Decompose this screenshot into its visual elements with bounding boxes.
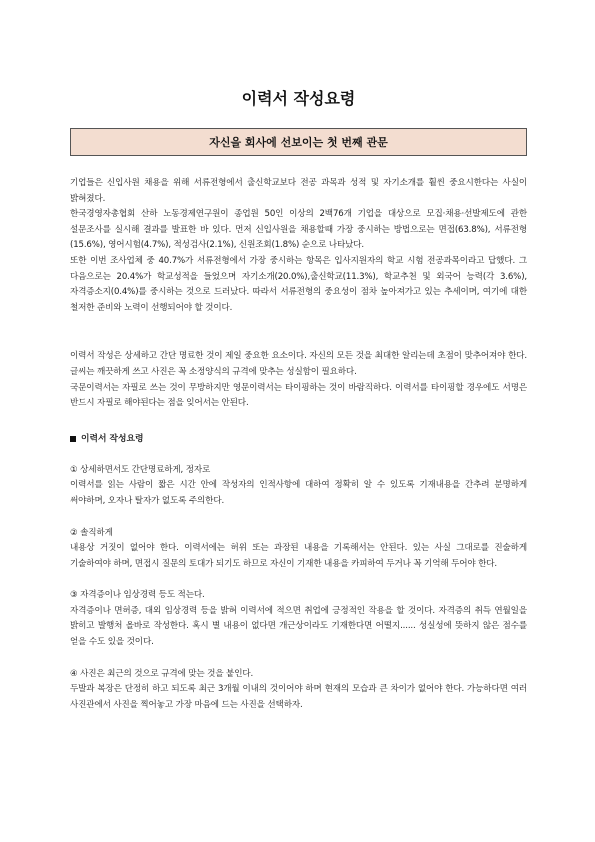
intro-section xyxy=(70,176,527,316)
general-paragraph-2: 국문이력서는 자필로 쓰는 것이 무방하지만 영문이력서는 타이핑하는 것이 바람직하다. 이력서를 타이핑할 경우에도 서명은 반드시 자필로 해야된다는 점을 잊어서는 안된다. xyxy=(70,382,527,409)
item-body: 자격증이나 면허증, 대외 임상경력 등을 밝혀 이력서에 적으면 취업에 긍정적인 작용을 할 것이다. 자격증의 취득 연월일을 밝히고 발행처 올바로 작성한다. 혹시 별 내용이 없다면 개근상이라도 기재한다면 어떨지...... 성실성에 뜻하지 않은 점수를 얻을 수도 있을 것이다. xyxy=(70,605,527,648)
item-title: ① 상세하면서도 간단명료하게, 정자로 xyxy=(70,464,211,475)
guideline-item-1 xyxy=(70,463,527,510)
black-square-icon xyxy=(70,436,76,442)
intro-paragraph-2: 한국경영자총협회 산하 노동경제연구원이 종업원 50인 이상의 2백76개 기업을 대상으로 모집·채용·선발제도에 관한 설문조사를 실시해 결과를 발표한 바 있다. 먼저 신입사원을 채용할때 가장 중시하는 방법으로는 면접(63.8%), 서류전형(15.6%), 영어시험(4.7%), 적성검사(2.1%), 신원조회(1.8%) 순으로 나타났다. xyxy=(70,209,527,251)
section-heading xyxy=(70,432,527,447)
guideline-item-3 xyxy=(70,588,527,650)
general-guidelines xyxy=(70,349,527,411)
intro-paragraph-1: 기업들은 신입사원 채용을 위해 서류전형에서 출신학교보다 전공 과목과 성적 및 자기소개를 훨씬 중요시한다는 사실이 밝혀졌다. xyxy=(70,178,527,204)
intro-paragraph-3: 또한 이번 조사업체 중 40.7%가 서류전형에서 가장 중시하는 항목은 입사지원자의 학교 시험 전공과목이라고 답했다. 그 다음으로는 20.4%가 학교성적을 들었으며 자기소개(20.0%),출신학교(11.3%), 학교추천 및 외국어 능력(각 3.6%), 자격증소지(0.4%)를 중시하는 것으로 드러났다. 따라서 서류전형의 중요성이 점차 높아져가고 있는 추세이며, 여기에 대한 철저한 준비와 노력이 선행되어야 할 것이다. xyxy=(70,255,527,313)
item-title: ③ 자격증이나 임상경력 등도 적는다. xyxy=(70,590,205,601)
guideline-item-2 xyxy=(70,526,527,573)
item-body: 내용상 거짓이 없어야 한다. 이력서에는 허위 또는 과장된 내용을 기록해서는 안된다. 있는 사실 그대로를 진술하게 기술하여야 하며, 면접시 질문의 토대가 되기도 하므로 자신이 기재한 내용을 카피하여 두거나 꼭 기억해 두어야 한다. xyxy=(70,543,527,569)
general-paragraph-1: 이력서 작성은 상세하고 간단 명료한 것이 제일 중요한 요소이다. 자신의 모든 것을 최대한 알리는데 초점이 맞추어져야 한다. 글씨는 깨끗하게 쓰고 사진은 꼭 소정양식의 규격에 맞추는 성실함이 필요하다. xyxy=(70,351,527,377)
subtitle-banner xyxy=(70,128,527,156)
item-title: ④ 사진은 최근의 것으로 규격에 맞는 것을 붙인다. xyxy=(70,668,254,679)
document-title: 이력서 작성요령 xyxy=(241,89,356,108)
guideline-item-4 xyxy=(70,667,527,714)
section-heading-text: 이력서 작성요령 xyxy=(81,433,144,444)
item-title: ② 솔직하게 xyxy=(70,527,113,538)
item-body: 이력서를 읽는 사람이 짧은 시간 안에 작성자의 인적사항에 대하여 정확히 알 수 있도록 기재내용을 간추려 분명하게 써야하며, 오자나 탈자가 없도록 주의한다. xyxy=(70,480,527,506)
item-body: 두발과 복장은 단정히 하고 되도록 최근 3개월 이내의 것이어야 하며 현재의 모습과 큰 차이가 없어야 한다. 가능하다면 여러 사진관에서 사진을 찍어놓고 가장 마음에 드는 사진을 선택하자. xyxy=(70,684,527,710)
banner-text: 자신을 회사에 선보이는 첫 번째 관문 xyxy=(209,136,388,149)
